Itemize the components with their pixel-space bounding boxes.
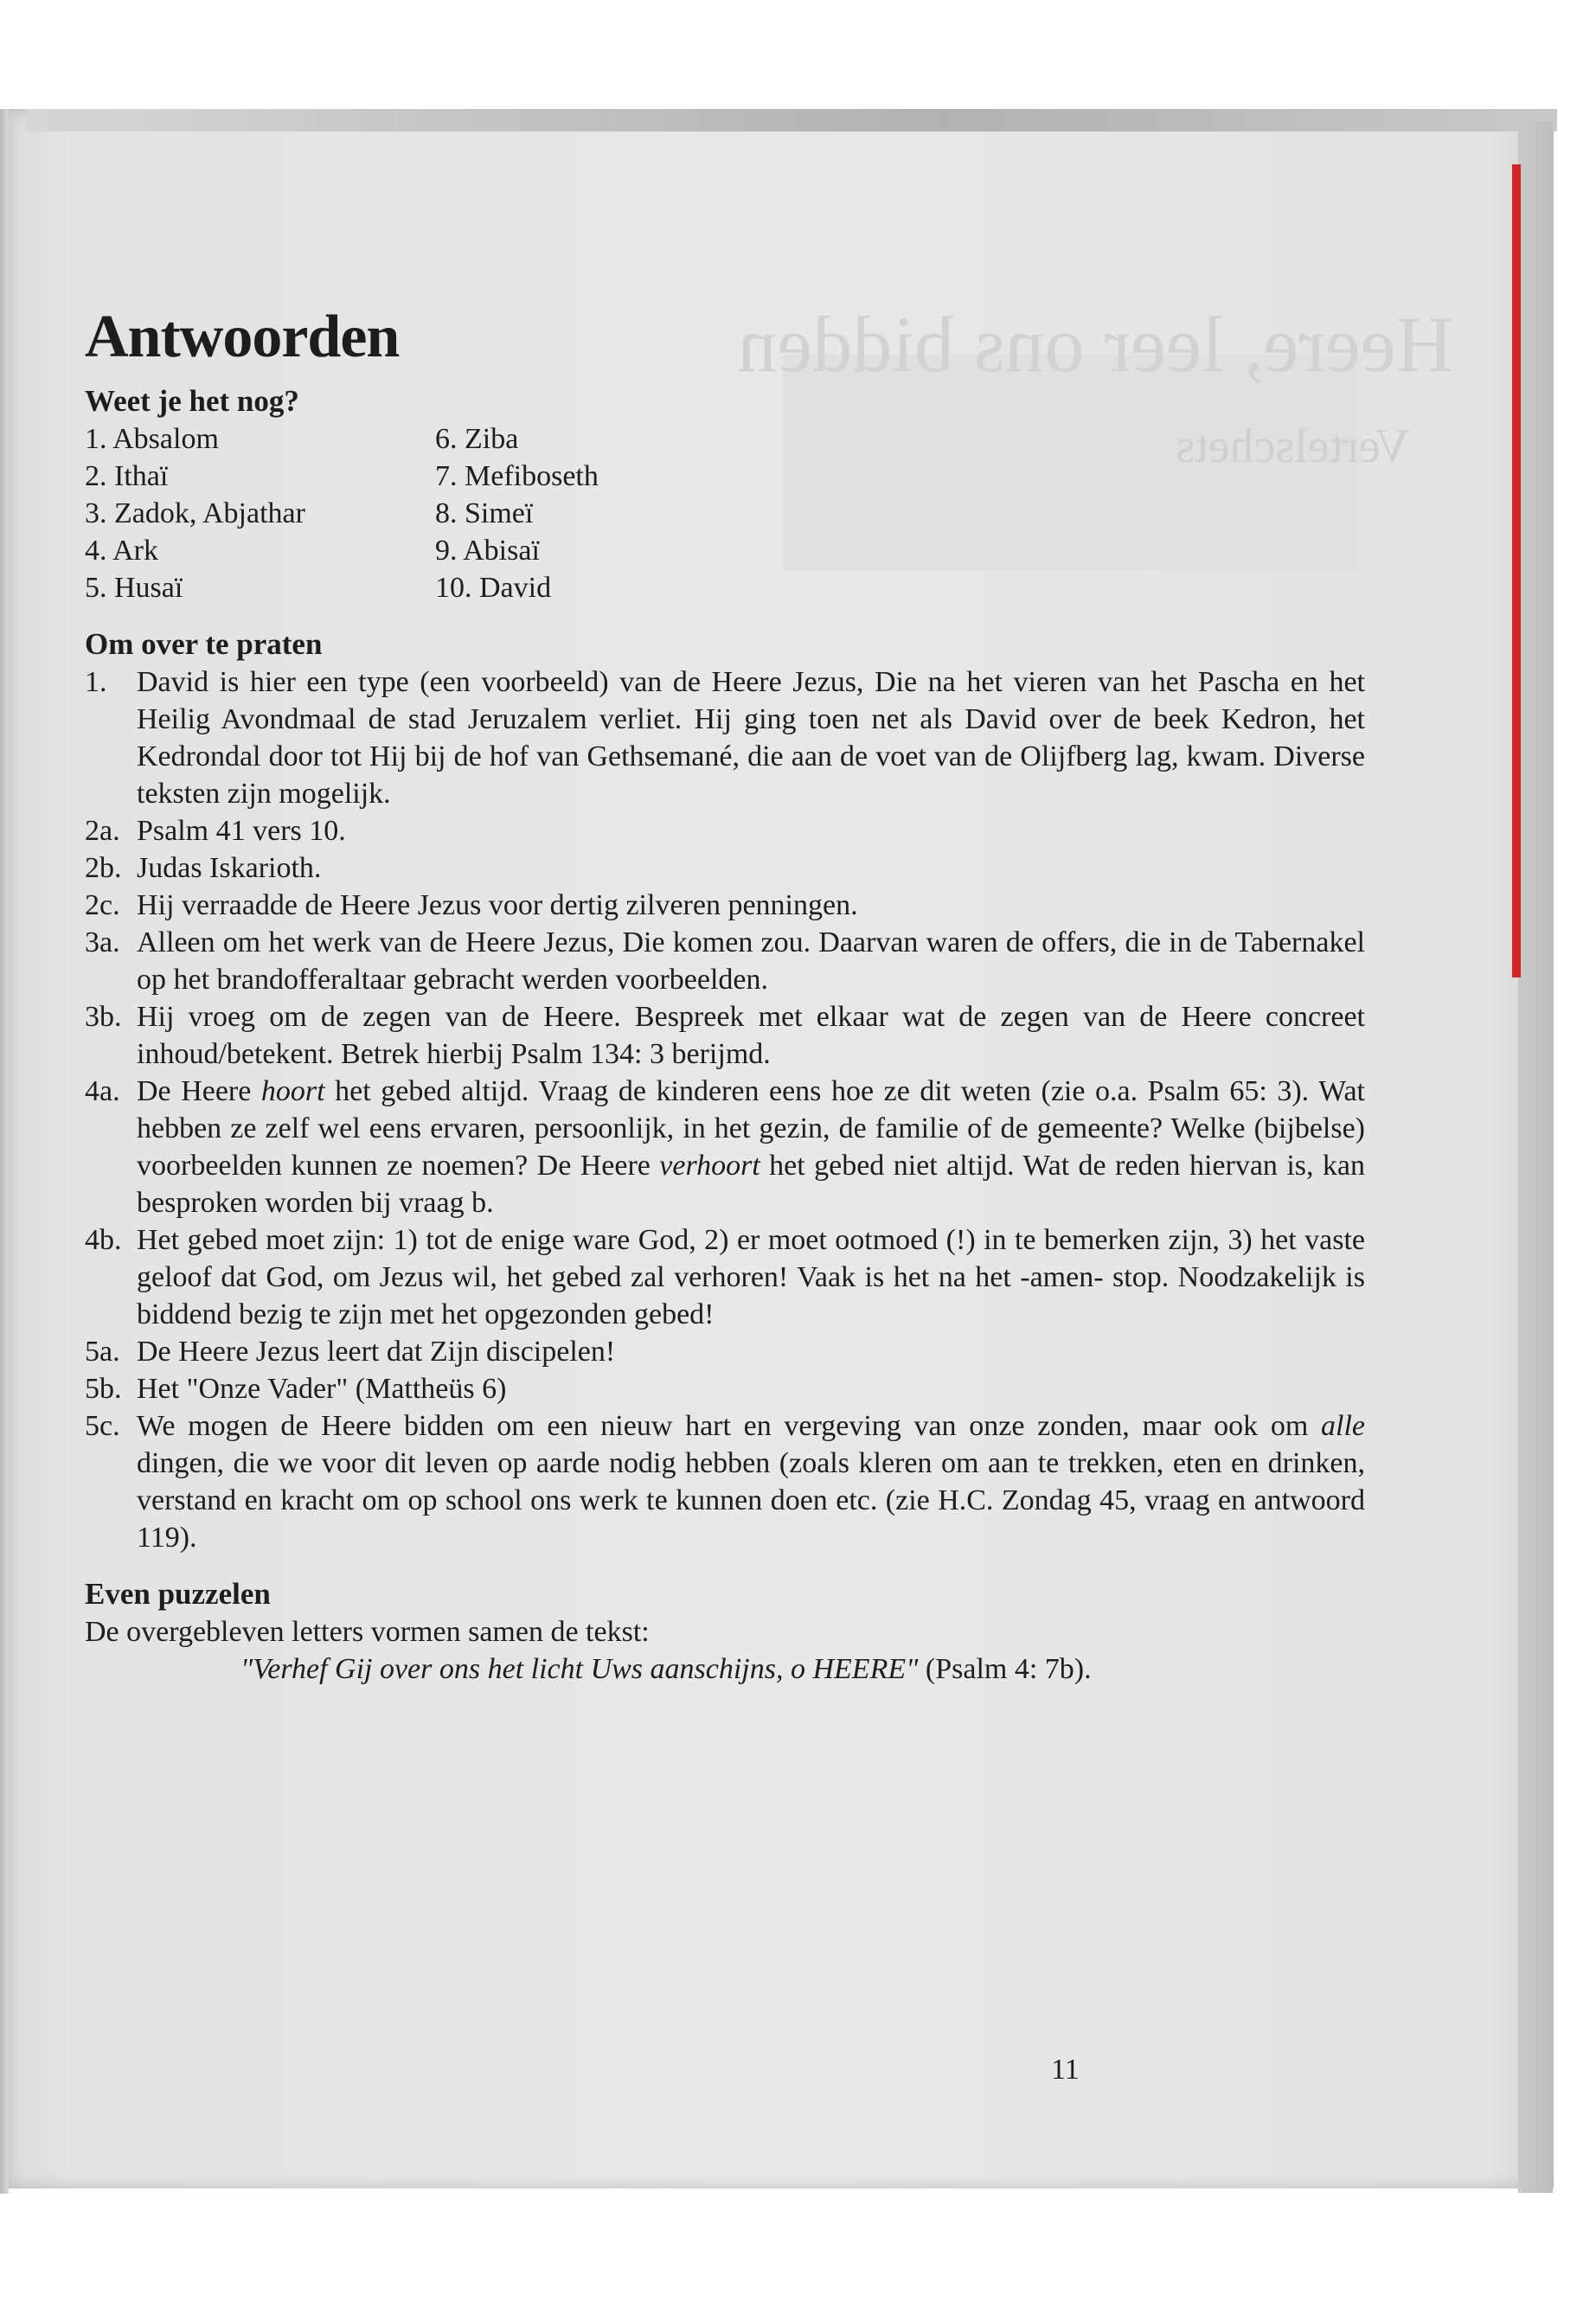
discussion-item bbox=[85, 998, 1365, 1073]
answer-item: 8. Simeï bbox=[435, 497, 534, 529]
item-number: 4a. bbox=[85, 1075, 120, 1107]
answer-item: 6. Ziba bbox=[435, 423, 519, 455]
discussion-item bbox=[85, 1073, 1365, 1221]
item-text-part: We mogen de Heere bidden om een nieuw hart en vergeving van onze zonden, maar ook om bbox=[137, 1410, 1322, 1442]
puzzle-solution bbox=[85, 1650, 1365, 1688]
item-text: David is hier een type (een voorbeeld) van de Heere Jezus, Die na het vieren van het Pascha en het Heilig Avondmaal de stad Jeruzalem verliet. Hij ging toen net als David over de beek Kedron, het Kedrondal door tot Hij bij de hof van Gethsemané, die aan de voet van de Olijfberg lag, kwam. Diverse teksten zijn mogelijk. bbox=[137, 666, 1365, 810]
item-text: Het gebed moet zijn: 1) tot de enige ware God, 2) er moet ootmoed (!) in te bemerken zijn, 3) het vaste geloof dat God, om Jezus wil, het gebed zal verhoren! Vaak is het na het -amen- stop. Noodzakelijk is biddend bezig te zijn met het opgezonden gebed! bbox=[137, 1224, 1365, 1330]
puzzle-quote: "Verhef Gij over ons het licht Uws aanschijns, o HEERE" bbox=[240, 1653, 919, 1685]
item-number: 4b. bbox=[85, 1224, 122, 1256]
discussion-item bbox=[85, 663, 1365, 812]
item-number: 5c. bbox=[85, 1410, 120, 1442]
puzzle-section bbox=[85, 1575, 1365, 1688]
item-text: Judas Iskarioth. bbox=[137, 852, 322, 884]
scan-top-edge bbox=[26, 109, 1557, 131]
discussion-item bbox=[85, 1370, 1365, 1407]
answer-item: 1. Absalom bbox=[85, 423, 219, 455]
answer-list-columns bbox=[85, 420, 1365, 606]
book-spine-red-edge bbox=[1512, 164, 1521, 977]
discussion-item bbox=[85, 887, 1365, 924]
scan-left-edge bbox=[0, 109, 9, 2194]
item-number: 5a. bbox=[85, 1336, 120, 1368]
item-text: Alleen om het werk van de Heere Jezus, Die komen zou. Daarvan waren de offers, die in de Tabernakel op het brandofferaltaar gebracht werden voorbeelden. bbox=[137, 926, 1365, 996]
item-number: 1. bbox=[85, 666, 107, 698]
section-heading-even-puzzelen: Even puzzelen bbox=[85, 1577, 271, 1611]
item-number: 2b. bbox=[85, 852, 122, 884]
answer-item: 3. Zadok, Abjathar bbox=[85, 497, 305, 529]
puzzle-reference: (Psalm 4: 7b). bbox=[918, 1653, 1092, 1685]
item-text-emphasis: alle bbox=[1321, 1410, 1365, 1442]
item-text-part: het gebed altijd. Vraag de kinderen eens hoe ze dit weten (zie o.a. Psalm 65: 3). Wat hebben ze zelf wel eens ervaren, persoonlijk, in het gezin, de familie of de gemeente? Welke (bijbelse) voorbeelden kunnen ze noemen? De Heere bbox=[137, 1075, 1365, 1182]
answer-item: 4. Ark bbox=[85, 535, 158, 567]
item-text: De Heere Jezus leert dat Zijn discipelen! bbox=[137, 1336, 616, 1368]
item-text-emphasis: hoort bbox=[260, 1075, 325, 1107]
book-spine-edge bbox=[1518, 121, 1553, 2193]
item-text-emphasis: verhoort bbox=[659, 1150, 760, 1182]
item-number: 3b. bbox=[85, 1001, 122, 1033]
answer-item: 5. Husaï bbox=[85, 572, 183, 604]
bleed-through-title: Heere, leer ons bidden bbox=[737, 300, 1453, 388]
answer-item: 10. David bbox=[435, 572, 552, 604]
discussion-item bbox=[85, 924, 1365, 998]
item-number: 2a. bbox=[85, 815, 120, 847]
puzzle-intro-text: De overgebleven letters vormen samen de tekst: bbox=[85, 1616, 650, 1648]
item-text: Psalm 41 vers 10. bbox=[137, 815, 346, 847]
item-text-part: het gebed niet altijd. Wat de reden hiervan is, kan besproken worden bij vraag b. bbox=[137, 1150, 1365, 1219]
item-text bbox=[137, 1407, 1365, 1556]
answer-item: 2. Ithaï bbox=[85, 460, 169, 492]
item-text: Het "Onze Vader" (Mattheüs 6) bbox=[137, 1373, 507, 1405]
item-text-part: dingen, die we voor dit leven op aarde nodig hebben (zoals kleren om aan te trekken, eten en drinken, verstand en kracht om op school ons werk te kunnen doen etc. (zie H.C. Zondag 45, vraag en antwoord 119). bbox=[137, 1447, 1365, 1554]
answer-item: 9. Abisaï bbox=[435, 535, 540, 567]
discussion-item bbox=[85, 812, 1365, 849]
discussion-answers-list bbox=[85, 663, 1365, 1556]
section-heading-weet-je-het-nog: Weet je het nog? bbox=[85, 384, 299, 418]
page-title: Antwoorden bbox=[85, 304, 400, 370]
discussion-item bbox=[85, 849, 1365, 887]
item-text-part: De Heere bbox=[137, 1075, 261, 1107]
answer-item: 7. Mefiboseth bbox=[435, 460, 599, 492]
section-heading-om-over-te-praten: Om over te praten bbox=[85, 627, 323, 661]
item-number: 5b. bbox=[85, 1373, 122, 1405]
item-text bbox=[137, 1073, 1365, 1221]
bleed-through-subtitle: Vertelschets bbox=[1176, 420, 1410, 473]
item-number: 2c. bbox=[85, 889, 120, 921]
page-number: 11 bbox=[1051, 2054, 1080, 2086]
item-number: 3a. bbox=[85, 926, 120, 958]
item-text: Hij verraadde de Heere Jezus voor dertig zilveren penningen. bbox=[137, 889, 858, 921]
discussion-item bbox=[85, 1333, 1365, 1370]
item-text: Hij vroeg om de zegen van de Heere. Bespreek met elkaar wat de zegen van de Heere concreet inhoud/betekent. Betrek hierbij Psalm 134: 3 berijmd. bbox=[137, 1001, 1365, 1070]
discussion-item bbox=[85, 1407, 1365, 1556]
discussion-item bbox=[85, 1221, 1365, 1333]
answers-content bbox=[85, 303, 1365, 1688]
